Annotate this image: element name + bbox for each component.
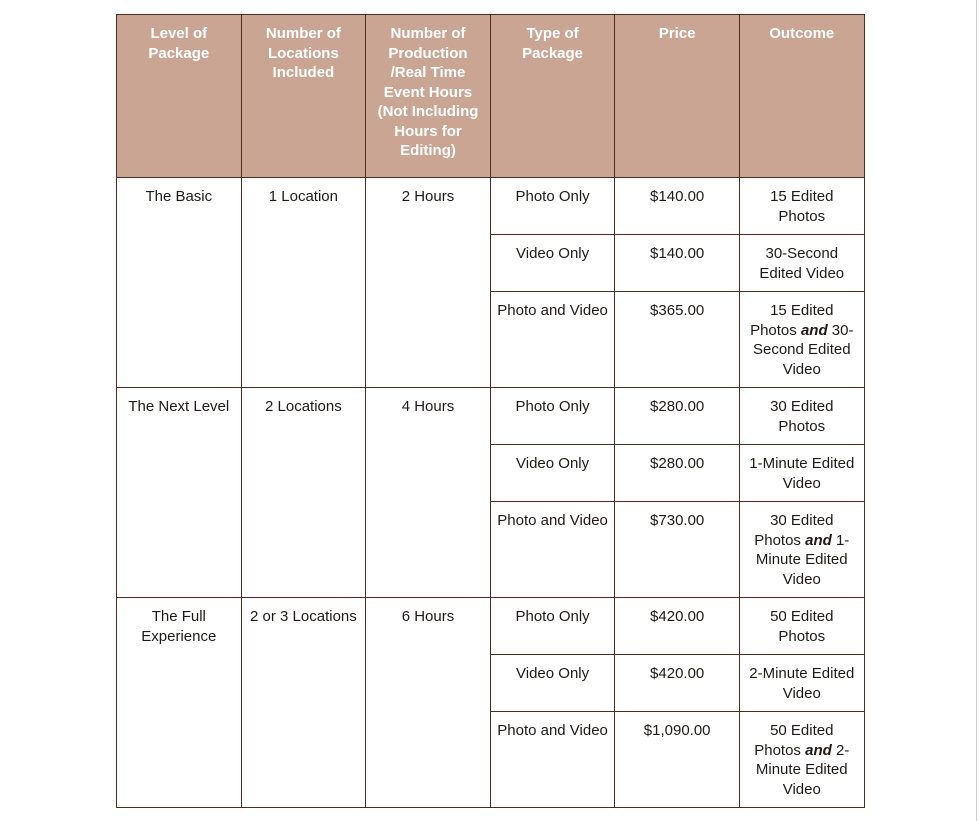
package-hours: 2 Hours [366,178,491,388]
header-outcome: Outcome [739,15,864,178]
header-type: Type of Package [490,15,615,178]
package-outcome: 30-Second Edited Video [739,235,864,292]
package-price: $730.00 [615,502,740,598]
package-hours: 6 Hours [366,598,491,808]
outcome-part-b: 2-Minute Edited Video [755,741,850,798]
package-price: $280.00 [615,388,740,445]
package-type: Photo Only [490,598,615,655]
table-row [117,178,865,235]
outcome-and: and [800,321,828,339]
package-type: Photo and Video [490,502,615,598]
package-outcome [739,712,864,808]
package-locations: 2 or 3 Locations [241,598,366,808]
package-price: $420.00 [615,598,740,655]
header-row [117,15,865,178]
package-outcome: 30 Edited Photos [739,388,864,445]
package-price: $140.00 [615,178,740,235]
package-level: The Basic [117,178,242,388]
pricing-table [116,14,865,808]
package-price: $365.00 [615,292,740,388]
package-price: $140.00 [615,235,740,292]
header-locations: Number of Locations Included [241,15,366,178]
package-outcome: 50 Edited Photos [739,598,864,655]
outcome-and: and [805,531,832,549]
package-outcome: 1-Minute Edited Video [739,445,864,502]
outcome-part-b: 1-Minute Edited Video [755,531,850,588]
outcome-part-b: 30-Second Edited Video [752,321,854,378]
package-type: Video Only [490,235,615,292]
header-hours: Number of Production /Real Time Event Hours (Not Including Hours for Editing) [366,15,491,178]
package-type: Photo Only [490,178,615,235]
package-type: Photo Only [490,388,615,445]
package-locations: 2 Locations [241,388,366,598]
outcome-and: and [805,741,832,759]
package-locations: 1 Location [241,178,366,388]
outcome-part-a: 50 Edited Photos [754,722,834,759]
table-row [117,598,865,655]
package-price: $420.00 [615,655,740,712]
package-hours: 4 Hours [366,388,491,598]
package-type: Video Only [490,445,615,502]
outcome-part-a: 30 Edited Photos [754,512,834,549]
package-outcome: 15 Edited Photos [739,178,864,235]
package-level: The Full Experience [117,598,242,808]
package-price: $280.00 [615,445,740,502]
package-outcome: 2-Minute Edited Video [739,655,864,712]
package-price: $1,090.00 [615,712,740,808]
package-level: The Next Level [117,388,242,598]
package-outcome [739,292,864,388]
package-type: Video Only [490,655,615,712]
header-price: Price [615,15,740,178]
table-header [117,15,865,178]
package-type: Photo and Video [490,292,615,388]
table-row [117,388,865,445]
outcome-part-a: 15 Edited Photos [750,302,834,339]
package-type: Photo and Video [490,712,615,808]
header-level: Level of Package [117,15,242,178]
package-outcome [739,502,864,598]
